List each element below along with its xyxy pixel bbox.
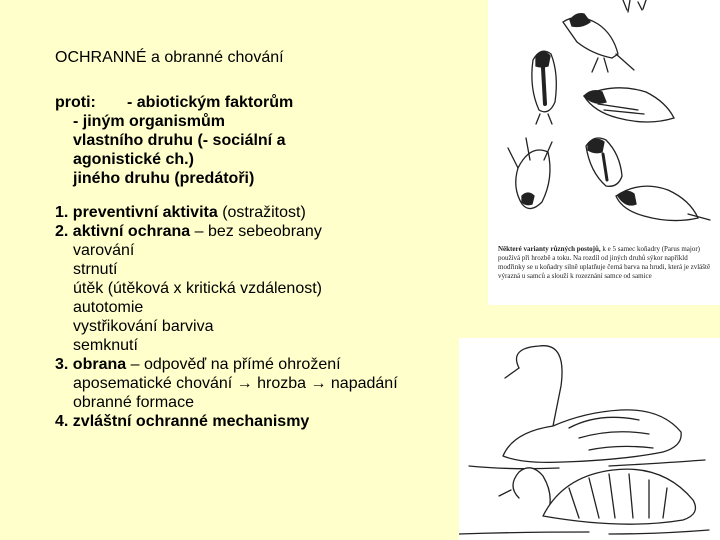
proti-line-3: agonistické ch.) — [73, 151, 194, 168]
swan-1 — [469, 346, 705, 469]
great-tit-figure — [488, 0, 720, 305]
caption-bold: Některé varianty různých postojů, — [498, 245, 601, 253]
list-item-1 — [55, 203, 465, 222]
proti-line-4: jiného druhu (predátoři) — [73, 170, 255, 187]
bird-1 — [563, 14, 634, 72]
item1-number: 1. — [55, 204, 69, 221]
bird-4 — [586, 138, 622, 186]
slide-text — [55, 48, 465, 431]
item1-bold: preventivní aktivita — [72, 204, 218, 221]
swan-drawings — [459, 338, 720, 540]
swan-figure — [459, 338, 720, 540]
swan-2 — [459, 468, 709, 534]
figure-caption — [498, 245, 716, 281]
item3-rest: – odpověď na přímé ohrožení — [130, 356, 341, 373]
proti-first: - abiotickým faktorům — [127, 94, 294, 111]
item2-sub-2: strnutí — [73, 261, 118, 278]
item2-sub-4: autotomie — [73, 299, 144, 316]
item2-number: 2. — [55, 223, 69, 240]
bird-6 — [616, 186, 710, 220]
great-tit-drawings — [488, 0, 720, 240]
item3-sub-2: obranné formace — [73, 394, 194, 411]
item2-rest: – bez sebeobrany — [194, 223, 322, 240]
list-item-2 — [55, 222, 465, 241]
item3-sub-1: aposematické chování → hrozba → napadání — [73, 375, 398, 392]
proti-line — [55, 93, 465, 112]
caption-rest: k e 5 samec koňadry (Parus major) používá při hrozbě a toku. Na rozdíl od jiných druhů sýkor napříkld modřinky se u koňadry silně uplatňuje černá barva na hrudi, která je zvláště výrazná u samců a slouží k rozeznání samce od samice — [498, 245, 711, 280]
item3-number: 3. — [55, 356, 69, 373]
proti-label: proti: — [55, 94, 96, 111]
bird-2 — [532, 51, 556, 124]
item2-sub-5: vystřikování barviva — [73, 318, 214, 335]
list-item-3 — [55, 355, 465, 374]
slide-title: OCHRANNÉ a obranné chování — [55, 49, 284, 66]
item2-bold: aktivní ochrana — [72, 223, 191, 240]
proti-line-2: vlastního druhu (- sociální a — [73, 132, 286, 149]
item2-sub-1: varování — [73, 242, 135, 259]
spacer — [55, 188, 465, 203]
item3-bold: obrana — [72, 356, 127, 373]
bird-5 — [508, 138, 552, 209]
item2-sub-6: semknutí — [73, 337, 138, 354]
proti-line-1: - jiným organismům — [73, 113, 226, 130]
item1-rest: (ostražitost) — [222, 204, 306, 221]
bird-3 — [584, 88, 674, 122]
item2-sub-3: útěk (útěková x kritická vzdálenost) — [73, 280, 322, 297]
list-item-4: 4. zvláštní ochranné mechanismy — [55, 413, 310, 430]
